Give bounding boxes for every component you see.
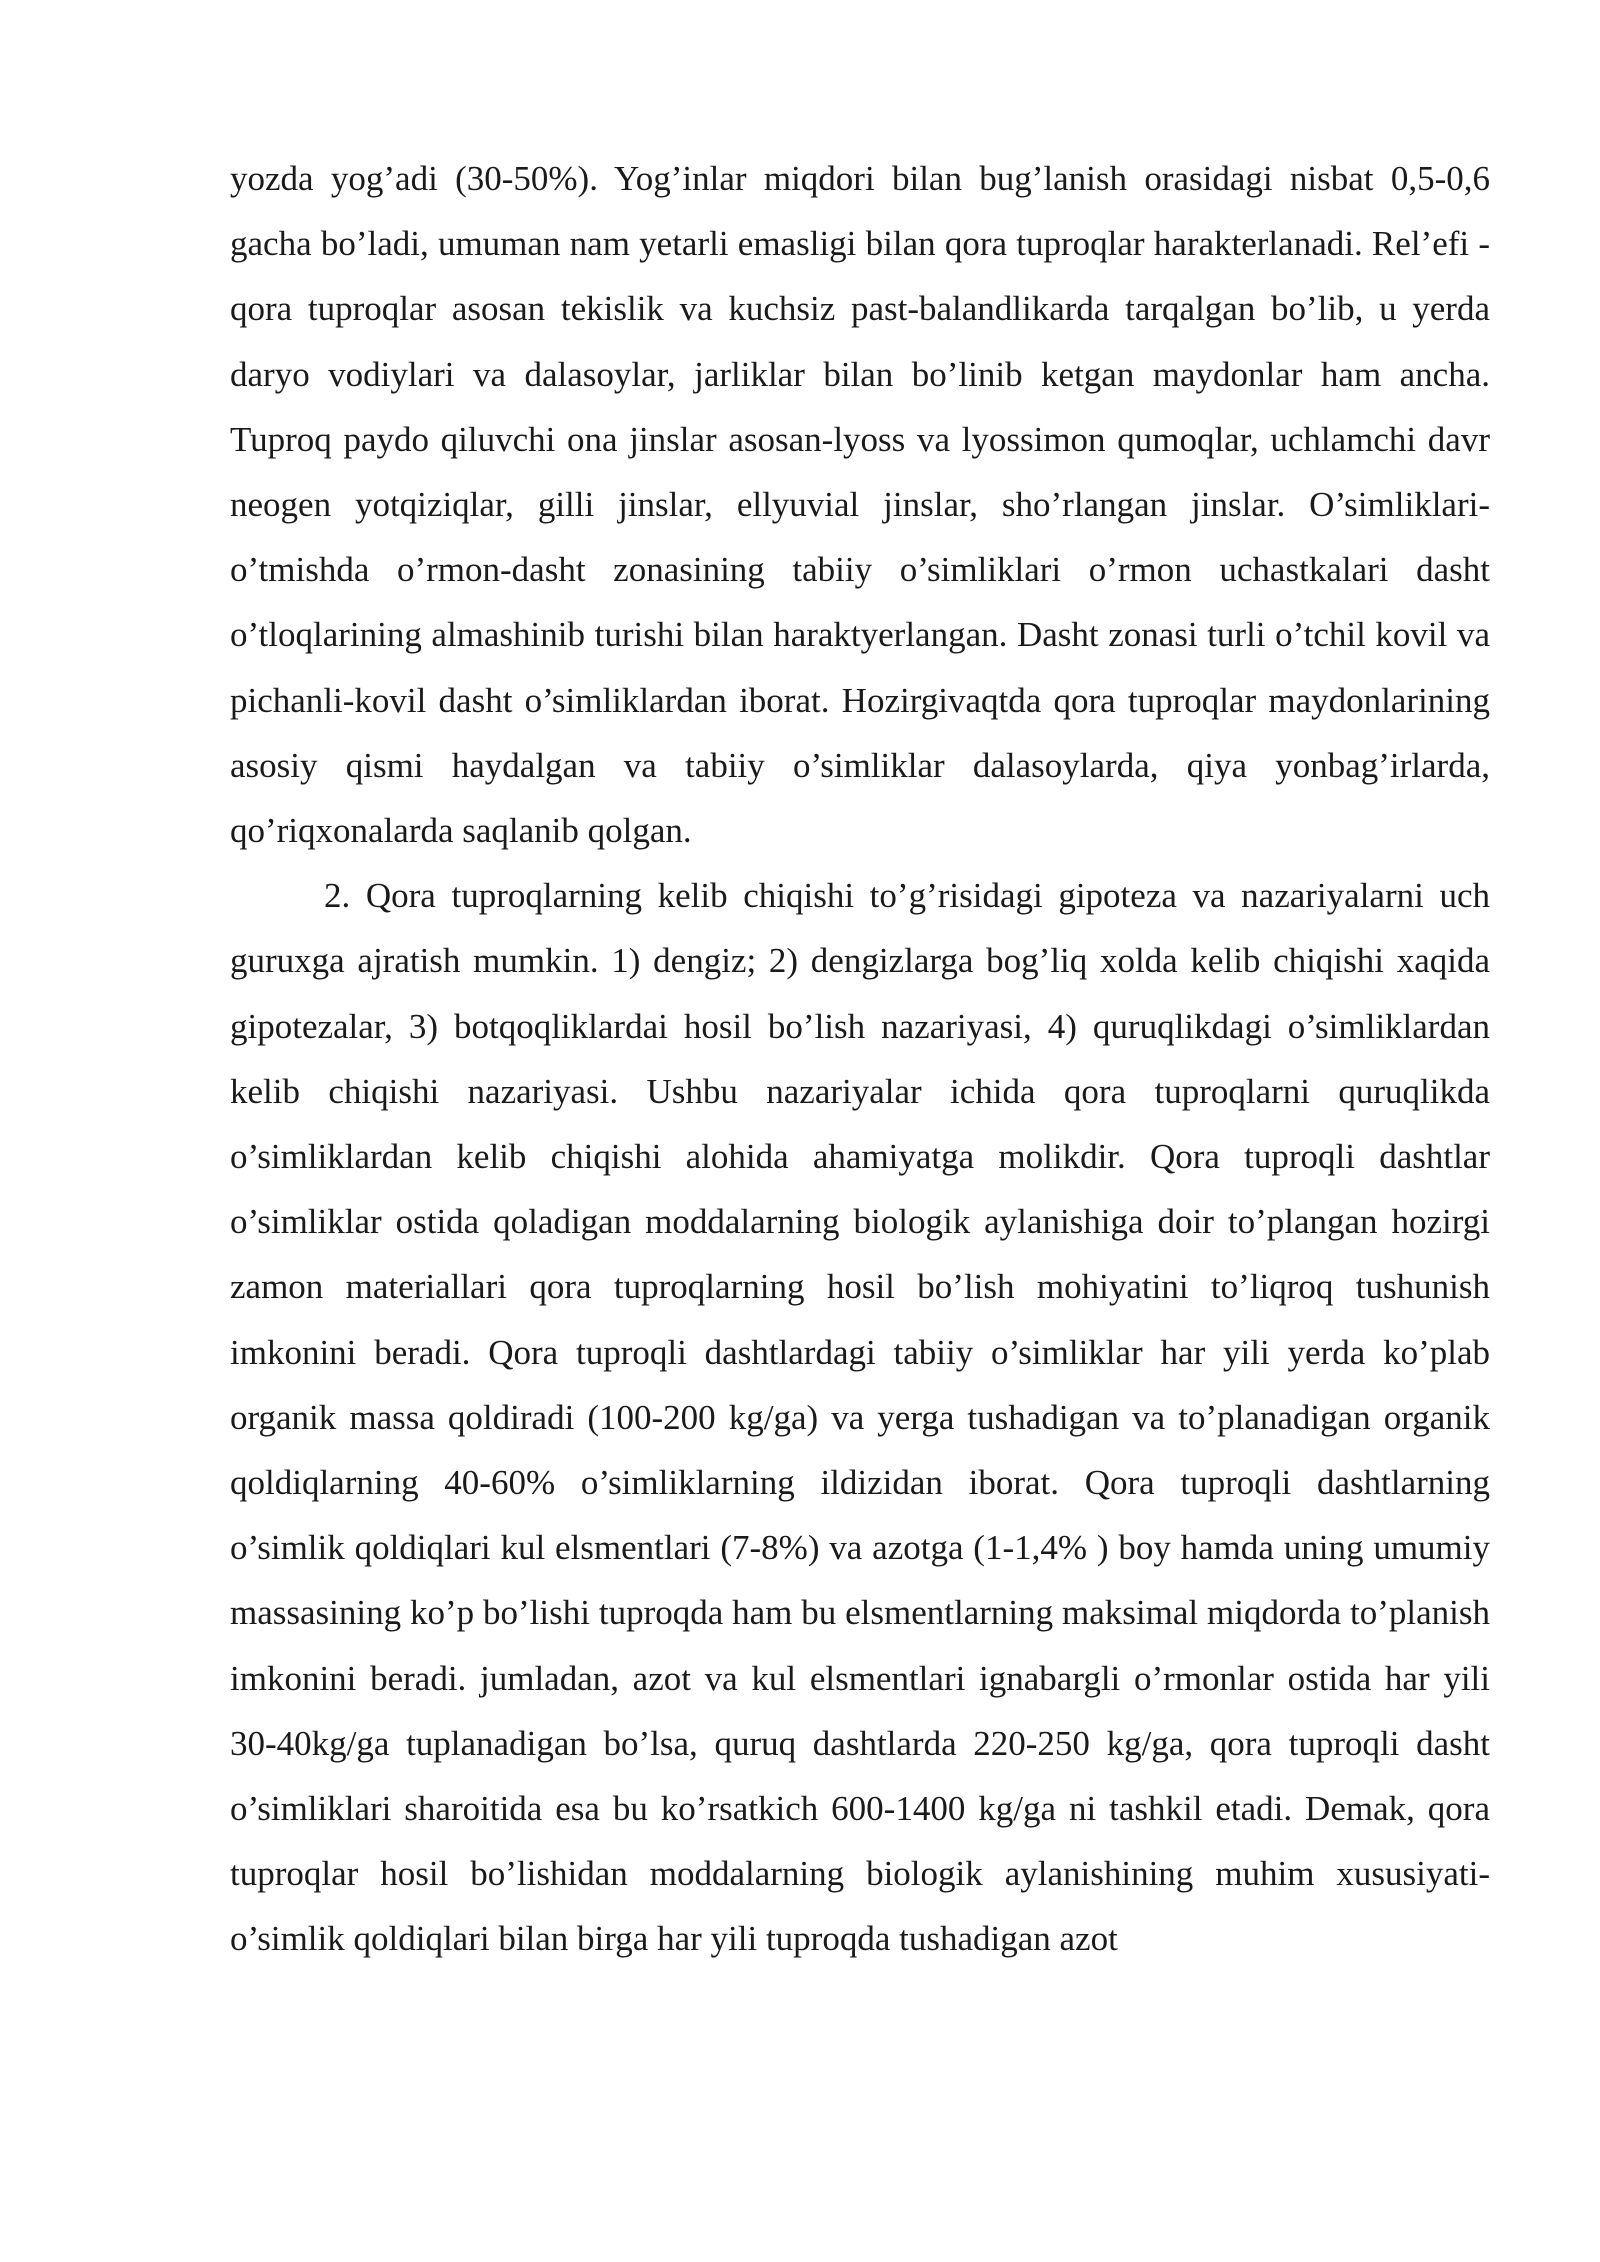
paragraph-origin-theories: 2. Qora tuproqlarning kelib chiqishi to’g’risidagi gipoteza va nazariyalarni uch guruxga ajratish mumkin. 1) dengiz; 2) dengizlarga bog’liq xolda kelib chiqishi xaqida gipotezalar, 3) botqoqliklardai hosil bo’lish nazariyasi, 4) quruqlikdagi o’simliklardan kelib chiqishi nazariyasi. Ushbu nazariyalar ichida qora tuproqlarni quruqlikda o’simliklardan kelib chiqishi alohida ahamiyatga molikdir. Qora tuproqli dashtlar o’simliklar ostida qoladigan moddalarning biologik aylanishiga doir to’plangan hozirgi zamon materiallari qora tuproqlarning hosil bo’lish mohiyatini to’liqroq tushunish imkonini beradi. Qora tuproqli dashtlardagi tabiiy o’simliklar har yili yerda ko’plab organik massa qoldiradi (100-200 kg/ga) va yerga tushadigan va to’planadigan organik qoldiqlarning 40-60% o’simliklarning ildizidan iborat. Qora tuproqli dashtlarning o’simlik qoldiqlari kul elsmentlari (7-8%) va azotga (1-1,4% ) boy hamda uning umumiy massasining ko’p bo’lishi tuproqda ham bu elsmentlarning maksimal miqdorda to’planish imkonini beradi. jumladan, azot va kul elsmentlari ignabargli o’rmonlar ostida har yili 30-40kg/ga tuplanadigan bo’lsa, quruq dashtlarda 220-250 kg/ga, qora tuproqli dasht o’simliklari sharoitida esa bu ko’rsatkich 600-1400 kg/ga ni tashkil etadi. Demak, qora tuproqlar hosil bo’lishidan moddalarning biologik aylanishining muhim xususiyati-o’simlik qoldiqlari bilan birga har yili tuproqda tushadigan azot xyxy=(230,876,1490,1959)
paragraph-climate-relief-vegetation: yozda yog’adi (30-50%). Yog’inlar miqdori bilan bug’lanish orasidagi nisbat 0,5-0,6 gacha bo’ladi, umuman nam yetarli emasligi bilan qora tuproqlar harakterlanadi. Rel’efi - qora tuproqlar asosan tekislik va kuchsiz past-balandlikarda tarqalgan bo’lib, u yerda daryo vodiylari va dalasoylar, jarliklar bilan bo’linib ketgan maydonlar ham ancha. Tuproq paydo qiluvchi ona jinslar asosan-lyoss va lyossimon qumoqlar, uchlamchi davr neogen yotqiziqlar, gilli jinslar, ellyuvial jinslar, sho’rlangan jinslar. O’simliklari-o’tmishda o’rmon-dasht zonasining tabiiy o’simliklari o’rmon uchastkalari dasht o’tloqlarining almashinib turishi bilan haraktyerlangan. Dasht zonasi turli o’tchil kovil va pichanli-kovil dasht o’simliklardan iborat. Hozirgivaqtda qora tuproqlar maydonlarining asosiy qismi haydalgan va tabiiy o’simliklar dalasoylarda, qiya yonbag’irlarda, qo’riqxonalarda saqlanib qolgan. xyxy=(230,159,1490,851)
document-page xyxy=(230,146,1490,1972)
